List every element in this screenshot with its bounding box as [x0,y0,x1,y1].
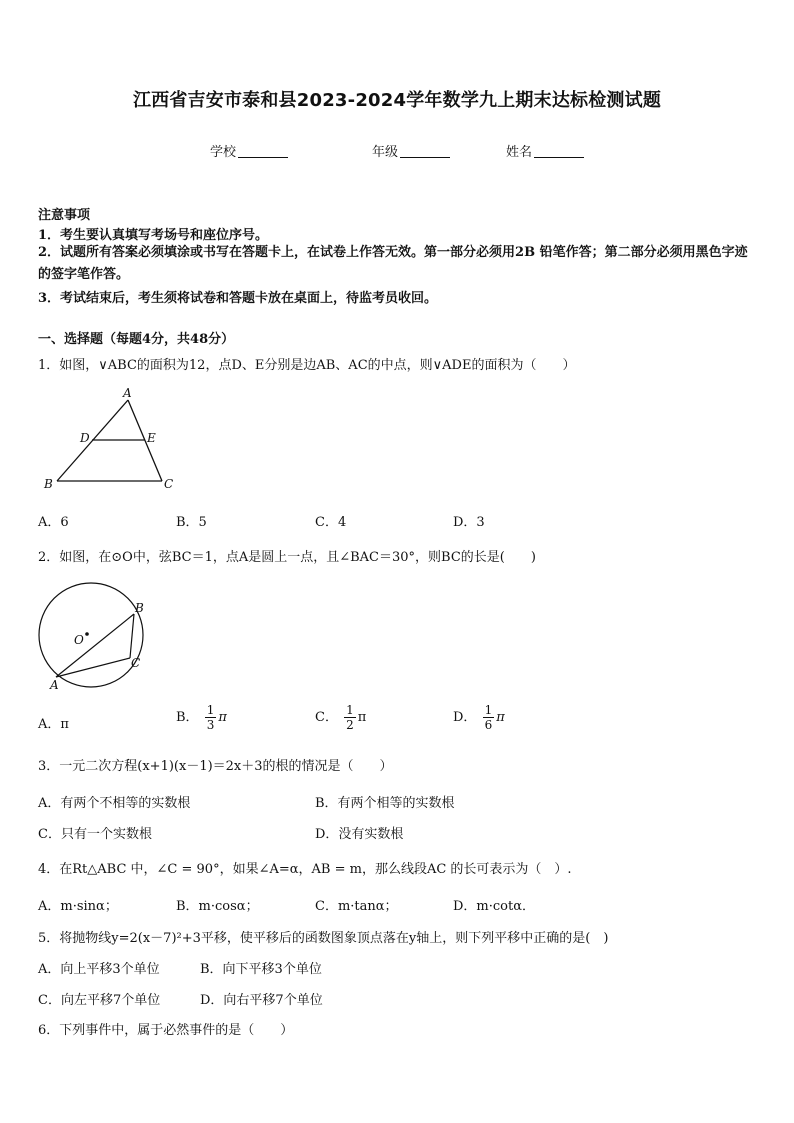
pi-symbol: π [496,710,505,725]
q1-option-a: A．6 [38,515,69,530]
grade-field [372,141,450,160]
name-field [506,141,584,160]
denominator: 3 [206,718,215,732]
label-a: A [50,678,59,692]
notes-heading: 注意事项 [38,208,91,223]
label-c: C [131,656,141,670]
fraction [344,703,356,732]
q4-option-c: C．m·tanα； [315,899,398,914]
label-e: E [147,431,156,445]
denominator: 2 [346,718,354,732]
q3-option-d: D．没有实数根 [315,827,404,842]
q3-option-a: A．有两个不相等的实数根 [38,796,191,811]
q5-option-d: D．向右平移7个单位 [200,993,323,1008]
numerator: 1 [346,703,354,717]
note-item-2: 2．试题所有答案必须填涂或书写在答题卡上，在试卷上作答无效。第一部分必须用2B 铅笔作答；第二部分必须用黑色字迹的签字笔作答。 [38,245,748,282]
q6-stem: 6．下列事件中，属于必然事件的是（ ） [38,1023,294,1038]
q3-stem: 3．一元二次方程(x+1)(x－1)＝2x＋3的根的情况是（ ） [38,759,393,774]
q2-stem: 2．如图，在⊙O中，弦BC＝1，点A是圆上一点，且∠BAC＝30°，则BC的长是( ) [38,550,536,565]
q5-stem: 5．将抛物线y=2(x－7)²+3平移，使平移后的函数图象顶点落在y轴上，则下列平移中正确的是( ) [38,931,609,946]
q1-option-c: C．4 [315,515,347,530]
pi-symbol: π [357,710,367,725]
page-title: 江西省吉安市泰和县2023-2024学年数学九上期末达标检测试题 [132,90,662,111]
section-heading: 一、选择题（每题4分，共48分） [38,332,235,347]
pi-symbol: π [218,710,227,725]
numerator: 1 [484,703,493,717]
school-label: 学校 [210,145,237,160]
q2-option-b [176,703,227,732]
school-blank [238,145,288,158]
school-field [210,141,288,160]
q5-option-a: A．向上平移3个单位 [38,962,160,977]
grade-blank [400,145,450,158]
q1-stem: 1．如图，∨ABC的面积为12，点D、E分别是边AB、AC的中点，则∨ADE的面积为（ ） [38,358,576,373]
fraction [205,703,217,732]
option-letter: B． [176,710,199,725]
chord-bc [130,614,134,658]
q3-option-c: C．只有一个实数根 [38,827,152,842]
circle-o [39,583,143,687]
name-label: 姓名 [506,145,533,160]
option-letter: C． [315,710,338,725]
label-b: B [44,477,53,491]
q5-option-c: C．向左平移7个单位 [38,993,161,1008]
option-letter: A． [38,717,61,732]
denominator: 6 [484,718,493,732]
q2-option-d [453,703,505,732]
center-o-dot [85,632,89,636]
label-d: D [80,431,90,445]
q3-option-b: B．有两个相等的实数根 [315,796,455,811]
q4-stem: 4．在Rt△ABC 中，∠C = 90°，如果∠A=α，AB = m，那么线段AC 的长可表示为（ ）. [38,862,572,877]
q2-option-c [315,703,366,732]
grade-label: 年级 [372,145,399,160]
label-a: A [123,386,132,400]
option-value: π [60,717,69,732]
q5-option-b: B．向下平移3个单位 [200,962,322,977]
q4-option-b: B．m·cosα； [176,899,259,914]
label-o: O [74,633,84,647]
label-c: C [164,477,174,491]
fraction [483,703,495,732]
q4-option-d: D．m·cotα． [453,899,535,914]
numerator: 1 [206,703,215,717]
note-item-1: 1．考生要认真填写考场号和座位序号。 [38,228,269,243]
q1-option-d: D．3 [453,515,485,530]
q2-option-a [38,713,69,732]
q1-triangle-figure [38,384,188,496]
q1-option-b: B．5 [176,515,207,530]
q2-circle-figure [34,582,154,692]
option-letter: D． [453,710,477,725]
q4-option-a: A．m·sinα； [38,899,118,914]
name-blank [534,145,584,158]
label-b: B [135,601,144,615]
note-item-3: 3．考试结束后，考生须将试卷和答题卡放在桌面上，待监考员收回。 [38,291,438,306]
